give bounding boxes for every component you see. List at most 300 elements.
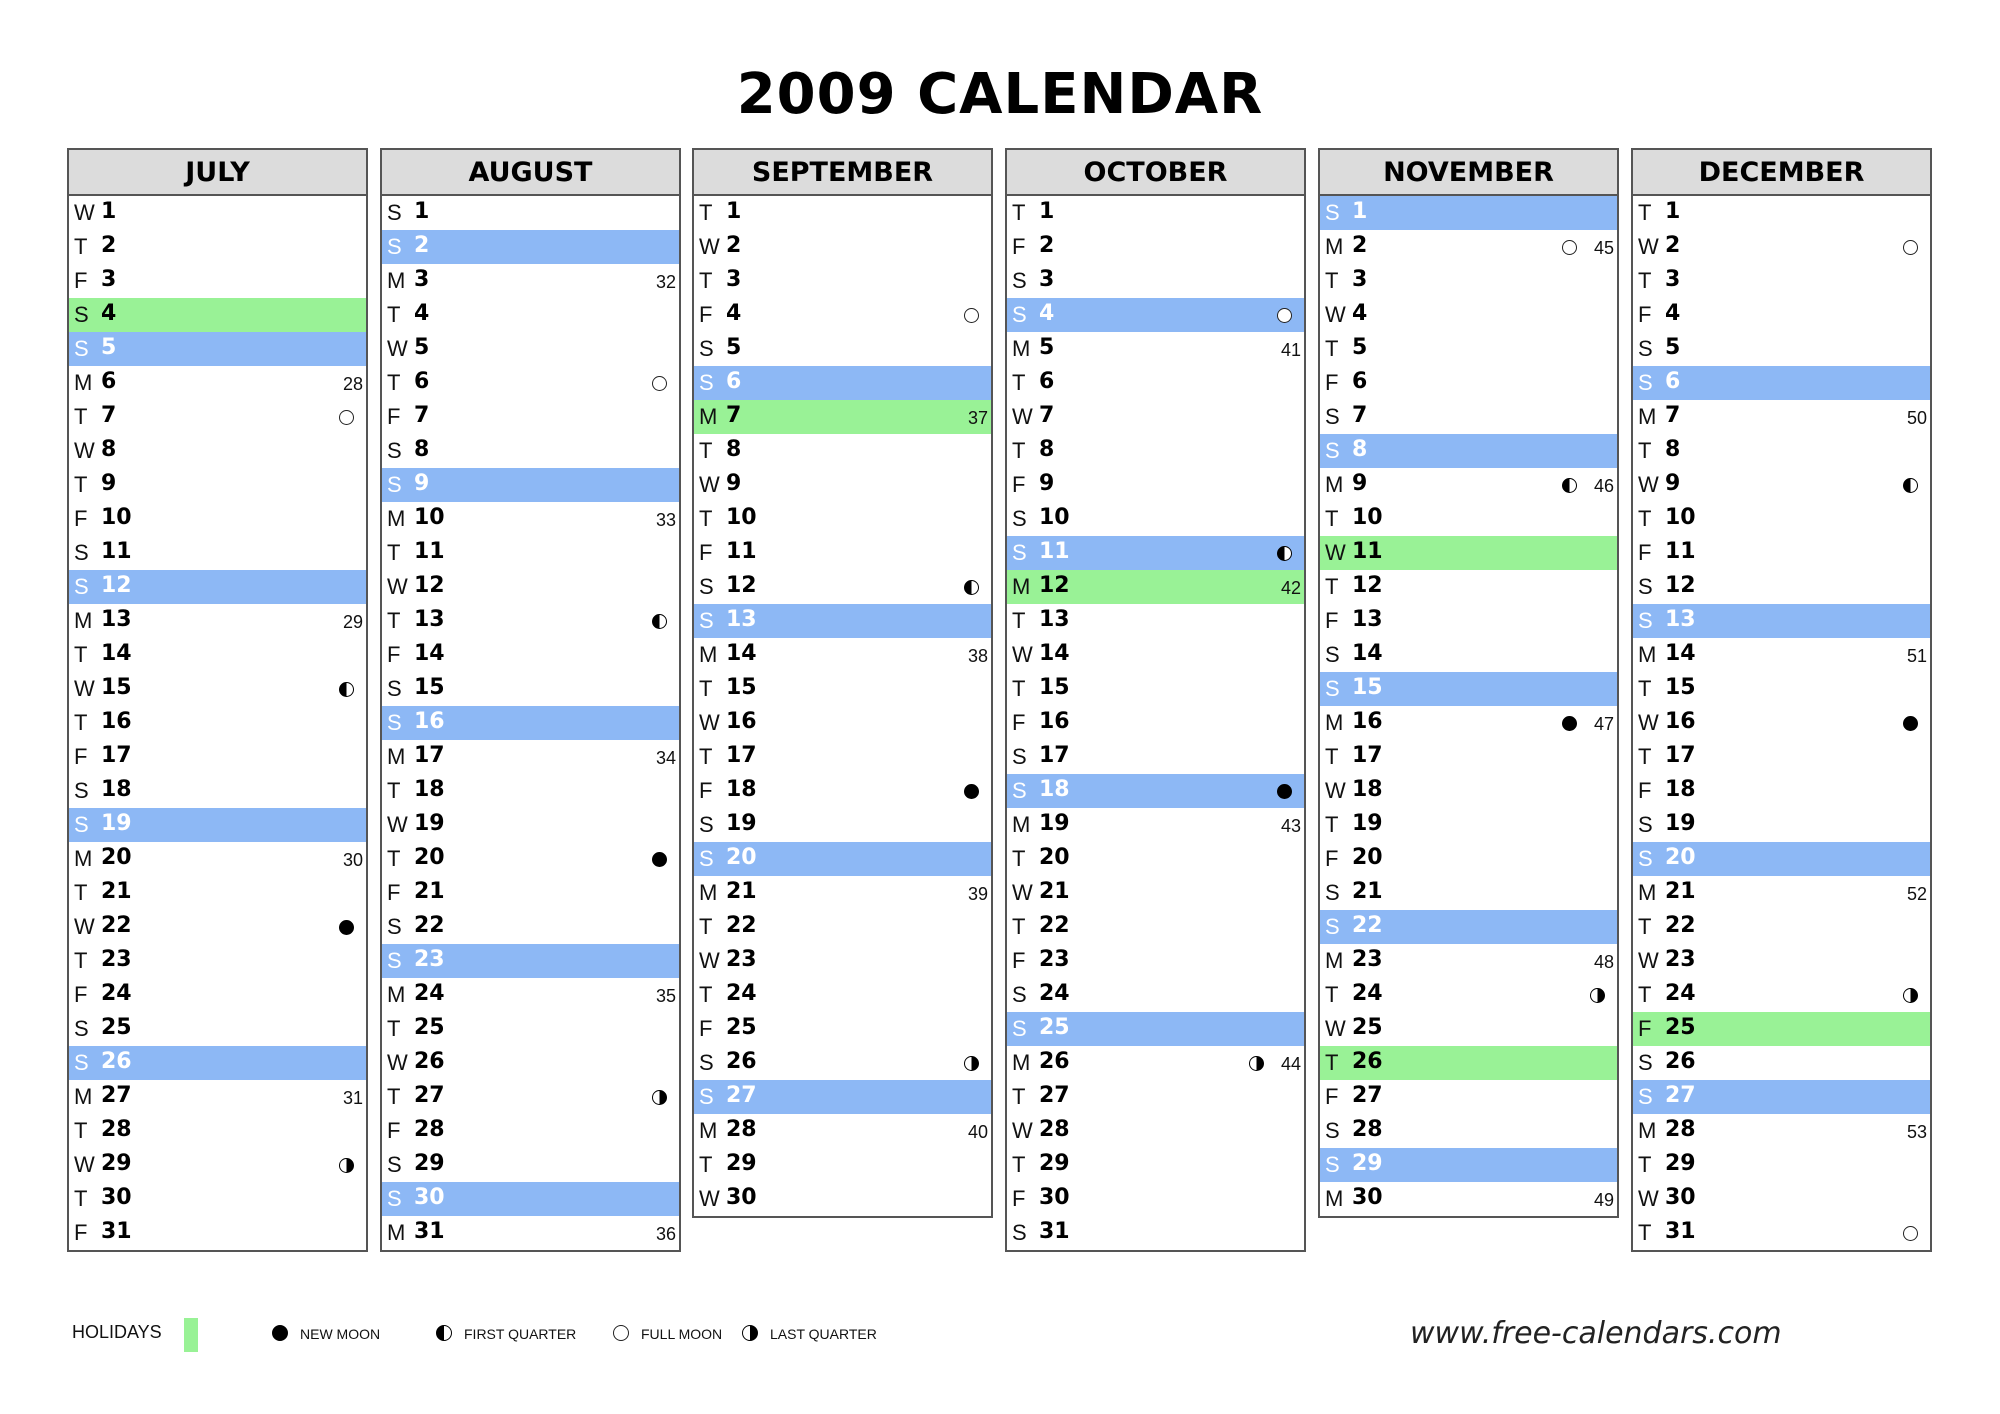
day-number: 25 [414,1015,445,1040]
weekday-letter: W [74,914,95,939]
legend [72,1318,972,1348]
weekday-letter: M [74,1084,93,1109]
day-number: 22 [726,913,757,938]
day-row [694,1012,991,1046]
day-number: 30 [1352,1185,1383,1210]
weekday-letter: W [1012,642,1033,667]
day-number: 28 [414,1117,445,1142]
day-row [1320,570,1617,604]
day-number: 8 [1039,437,1055,462]
day-row [1320,230,1617,264]
weekday-letter: M [1638,404,1657,429]
day-row [1007,434,1304,468]
day-row [1320,978,1617,1012]
day-number: 11 [1665,539,1696,564]
day-row [69,1046,366,1080]
day-row [1007,502,1304,536]
new-moon-icon [652,852,667,867]
weekday-letter: F [387,642,401,667]
month-header: JULY [69,150,366,196]
weekday-letter: W [1012,404,1033,429]
weekday-letter: T [74,404,88,429]
day-row [694,672,991,706]
weekday-letter: T [1638,982,1652,1007]
weekday-letter: W [1012,880,1033,905]
weekday-letter: M [1638,1118,1657,1143]
weekday-letter: S [1638,1084,1653,1109]
day-row [694,944,991,978]
day-row [69,910,366,944]
week-number: 28 [342,374,363,394]
weekday-letter: T [1325,574,1339,599]
weekday-letter: F [1012,710,1026,735]
weekday-letter: T [387,608,401,633]
last-moon-icon [1590,988,1605,1003]
day-number: 30 [414,1185,445,1210]
week-number: 36 [655,1224,676,1244]
day-number: 2 [1352,233,1368,258]
day-row [694,842,991,876]
day-row [694,332,991,366]
day-number: 7 [101,403,117,428]
day-row [1007,1012,1304,1046]
weekday-letter: T [74,234,88,259]
weekday-letter: S [1012,982,1027,1007]
day-number: 27 [1352,1083,1383,1108]
day-number: 27 [1665,1083,1696,1108]
day-number: 4 [1039,301,1055,326]
day-row [1007,298,1304,332]
day-number: 4 [726,301,742,326]
weekday-letter: S [387,710,402,735]
weekday-letter: F [74,982,88,1007]
day-row [1007,332,1304,366]
day-row [1633,502,1930,536]
day-row [1633,332,1930,366]
weekday-letter: W [1012,1118,1033,1143]
day-row [69,298,366,332]
day-number: 19 [101,811,132,836]
weekday-letter: F [1325,608,1339,633]
weekday-letter: M [387,268,406,293]
weekday-letter: S [74,778,89,803]
weekday-letter: T [1012,846,1026,871]
day-number: 20 [726,845,757,870]
weekday-letter: F [699,1016,713,1041]
new-moon-icon [1277,784,1292,799]
weekday-letter: S [1638,574,1653,599]
day-row [1320,740,1617,774]
day-row [1007,1080,1304,1114]
day-number: 29 [1039,1151,1070,1176]
weekday-letter: T [1638,268,1652,293]
weekday-letter: W [1325,540,1346,565]
day-row [694,196,991,230]
day-row [382,1216,679,1250]
weekday-letter: F [699,778,713,803]
day-row [1633,366,1930,400]
week-number: 52 [1906,884,1927,904]
weekday-letter: S [387,676,402,701]
month-header: DECEMBER [1633,150,1930,196]
day-number: 10 [1352,505,1383,530]
day-row [1633,740,1930,774]
day-row [382,1080,679,1114]
day-number: 21 [1352,879,1383,904]
day-number: 10 [414,505,445,530]
weekday-letter: F [1012,472,1026,497]
day-row [69,876,366,910]
day-number: 19 [1352,811,1383,836]
day-number: 5 [1665,335,1681,360]
day-number: 16 [1039,709,1070,734]
weekday-letter: M [699,404,718,429]
weekday-letter: M [699,880,718,905]
weekday-letter: T [387,302,401,327]
day-number: 13 [414,607,445,632]
day-row [69,1114,366,1148]
weekday-letter: M [1012,812,1031,837]
weekday-letter: T [1012,370,1026,395]
day-number: 16 [101,709,132,734]
day-number: 10 [1665,505,1696,530]
day-number: 25 [726,1015,757,1040]
day-row [694,264,991,298]
day-number: 7 [726,403,742,428]
weekday-letter: S [1012,1220,1027,1245]
new-moon-icon [1562,716,1577,731]
day-number: 18 [726,777,757,802]
weekday-letter: S [699,336,714,361]
weekday-letter: W [1325,302,1346,327]
day-row [382,672,679,706]
weekday-letter: T [1012,676,1026,701]
day-number: 12 [1039,573,1070,598]
day-row [382,842,679,876]
day-row [1633,978,1930,1012]
weekday-letter: T [387,370,401,395]
day-number: 5 [726,335,742,360]
week-number: 42 [1280,578,1301,598]
day-number: 29 [101,1151,132,1176]
weekday-letter: S [1325,642,1340,667]
day-row [1007,400,1304,434]
day-row [694,536,991,570]
weekday-letter: S [1012,268,1027,293]
day-number: 13 [1665,607,1696,632]
weekday-letter: W [1325,778,1346,803]
day-row [382,570,679,604]
full-moon-icon [964,308,979,323]
day-number: 11 [1039,539,1070,564]
day-number: 20 [101,845,132,870]
week-number: 51 [1906,646,1927,666]
day-number: 15 [1352,675,1383,700]
day-number: 15 [101,675,132,700]
day-row [69,1080,366,1114]
day-row [1633,230,1930,264]
day-number: 1 [1039,199,1055,224]
day-row [382,230,679,264]
day-number: 10 [1039,505,1070,530]
day-row [69,230,366,264]
day-row [382,740,679,774]
week-number: 35 [655,986,676,1006]
day-row [1007,1114,1304,1148]
day-number: 11 [1352,539,1383,564]
day-row [1320,1046,1617,1080]
holiday-color-swatch [184,1318,198,1352]
day-row [1007,1046,1304,1080]
day-row [69,672,366,706]
day-row [1007,264,1304,298]
day-row [69,638,366,672]
day-row [694,774,991,808]
day-row [694,706,991,740]
day-number: 11 [414,539,445,564]
website-url[interactable]: www.free-calendars.com [1410,1316,1782,1351]
weekday-letter: T [699,982,713,1007]
weekday-letter: S [1325,1118,1340,1143]
day-row [1633,876,1930,910]
day-number: 30 [726,1185,757,1210]
day-row [1320,910,1617,944]
weekday-letter: F [1325,1084,1339,1109]
weekday-letter: F [699,302,713,327]
day-number: 16 [726,709,757,734]
weekday-letter: T [74,642,88,667]
first-moon-icon [1562,478,1577,493]
weekday-letter: S [1325,914,1340,939]
weekday-letter: T [1638,438,1652,463]
weekday-letter: S [1638,370,1653,395]
day-row [69,1012,366,1046]
day-number: 4 [1665,301,1681,326]
weekday-letter: W [387,574,408,599]
day-row [1633,706,1930,740]
first-quarter-icon [436,1325,452,1341]
day-number: 3 [726,267,742,292]
day-number: 26 [1352,1049,1383,1074]
day-number: 22 [1352,913,1383,938]
full-moon-icon [1903,1226,1918,1241]
day-number: 19 [414,811,445,836]
day-row [382,400,679,434]
day-number: 20 [414,845,445,870]
day-row [1633,434,1930,468]
full-moon-icon [613,1325,629,1341]
day-number: 15 [726,675,757,700]
day-number: 21 [726,879,757,904]
day-number: 7 [1665,403,1681,428]
weekday-letter: F [1638,540,1652,565]
day-number: 9 [414,471,430,496]
weekday-letter: T [1638,1220,1652,1245]
weekday-letter: S [1325,200,1340,225]
weekday-letter: S [1638,812,1653,837]
weekday-letter: T [1012,200,1026,225]
day-row [694,1046,991,1080]
day-row [694,230,991,264]
month-header: AUGUST [382,150,679,196]
weekday-letter: M [74,370,93,395]
day-number: 6 [1039,369,1055,394]
day-number: 7 [1352,403,1368,428]
first-moon-icon [1277,546,1292,561]
weekday-letter: S [74,1050,89,1075]
day-number: 22 [101,913,132,938]
day-number: 15 [1039,675,1070,700]
weekday-letter: S [1325,404,1340,429]
day-number: 9 [1039,471,1055,496]
day-number: 5 [1039,335,1055,360]
weekday-letter: T [699,438,713,463]
day-number: 6 [101,369,117,394]
day-number: 23 [414,947,445,972]
day-number: 1 [1352,199,1368,224]
day-number: 24 [1039,981,1070,1006]
day-row [69,502,366,536]
day-number: 18 [1039,777,1070,802]
day-row [69,1148,366,1182]
month-september [692,148,993,1218]
new-moon-icon [1903,716,1918,731]
weekday-letter: T [387,1084,401,1109]
weekday-letter: S [74,540,89,565]
week-number: 50 [1906,408,1927,428]
weekday-letter: W [74,1152,95,1177]
weekday-letter: W [1638,472,1659,497]
week-number: 48 [1593,952,1614,972]
day-number: 8 [1665,437,1681,462]
day-row [1320,808,1617,842]
weekday-letter: S [699,1084,714,1109]
day-row [1633,196,1930,230]
last-moon-icon [339,1158,354,1173]
weekday-letter: S [699,1050,714,1075]
day-number: 1 [414,199,430,224]
day-row [694,502,991,536]
weekday-letter: S [699,812,714,837]
day-row [382,808,679,842]
weekday-letter: T [1325,812,1339,837]
weekday-letter: W [1638,948,1659,973]
day-row [1320,876,1617,910]
day-number: 30 [101,1185,132,1210]
weekday-letter: M [387,506,406,531]
day-row [694,1182,991,1216]
day-number: 29 [414,1151,445,1176]
weekday-letter: T [699,676,713,701]
week-number: 53 [1906,1122,1927,1142]
day-row [382,468,679,502]
day-number: 26 [101,1049,132,1074]
day-number: 14 [1665,641,1696,666]
new-moon-icon [339,920,354,935]
day-number: 13 [1039,607,1070,632]
week-number: 49 [1593,1190,1614,1210]
day-number: 31 [1665,1219,1696,1244]
day-number: 18 [101,777,132,802]
day-number: 31 [1039,1219,1070,1244]
full-moon-icon [1562,240,1577,255]
day-row [694,1080,991,1114]
weekday-letter: T [1638,200,1652,225]
day-number: 27 [101,1083,132,1108]
day-row [69,366,366,400]
day-row [382,536,679,570]
day-number: 8 [1352,437,1368,462]
day-row [1633,400,1930,434]
weekday-letter: T [1325,982,1339,1007]
weekday-letter: F [387,404,401,429]
day-row [382,910,679,944]
week-number: 33 [655,510,676,530]
weekday-letter: W [74,438,95,463]
weekday-letter: F [1325,846,1339,871]
week-number: 30 [342,850,363,870]
day-row [694,366,991,400]
day-row [1320,1080,1617,1114]
weekday-letter: M [387,744,406,769]
day-row [382,978,679,1012]
weekday-letter: F [74,1220,88,1245]
day-number: 31 [101,1219,132,1244]
weekday-letter: T [74,1186,88,1211]
day-row [1007,740,1304,774]
day-number: 3 [101,267,117,292]
day-number: 25 [1665,1015,1696,1040]
day-row [1007,638,1304,672]
week-number: 44 [1280,1054,1301,1074]
weekday-letter: W [1638,1186,1659,1211]
day-row [694,434,991,468]
day-row [694,468,991,502]
last-quarter-icon [742,1325,758,1341]
day-number: 22 [1665,913,1696,938]
month-header: OCTOBER [1007,150,1304,196]
weekday-letter: S [387,948,402,973]
day-number: 14 [726,641,757,666]
day-row [382,1114,679,1148]
day-row [694,1148,991,1182]
month-november [1318,148,1619,1218]
weekday-letter: F [74,506,88,531]
weekday-letter: F [1012,1186,1026,1211]
month-october [1005,148,1306,1252]
day-row [1633,1216,1930,1250]
day-number: 28 [1039,1117,1070,1142]
day-row [1633,264,1930,298]
weekday-letter: M [1012,1050,1031,1075]
month-july [67,148,368,1252]
day-row [382,638,679,672]
day-number: 17 [726,743,757,768]
day-number: 15 [1665,675,1696,700]
weekday-letter: M [1325,710,1344,735]
day-number: 27 [726,1083,757,1108]
first-moon-icon [1903,478,1918,493]
day-number: 3 [1352,267,1368,292]
weekday-letter: T [1012,438,1026,463]
day-row [69,536,366,570]
weekday-letter: S [74,812,89,837]
weekday-letter: T [1012,914,1026,939]
weekday-letter: M [1012,574,1031,599]
weekday-letter: T [387,540,401,565]
day-number: 19 [1665,811,1696,836]
day-number: 28 [1665,1117,1696,1142]
